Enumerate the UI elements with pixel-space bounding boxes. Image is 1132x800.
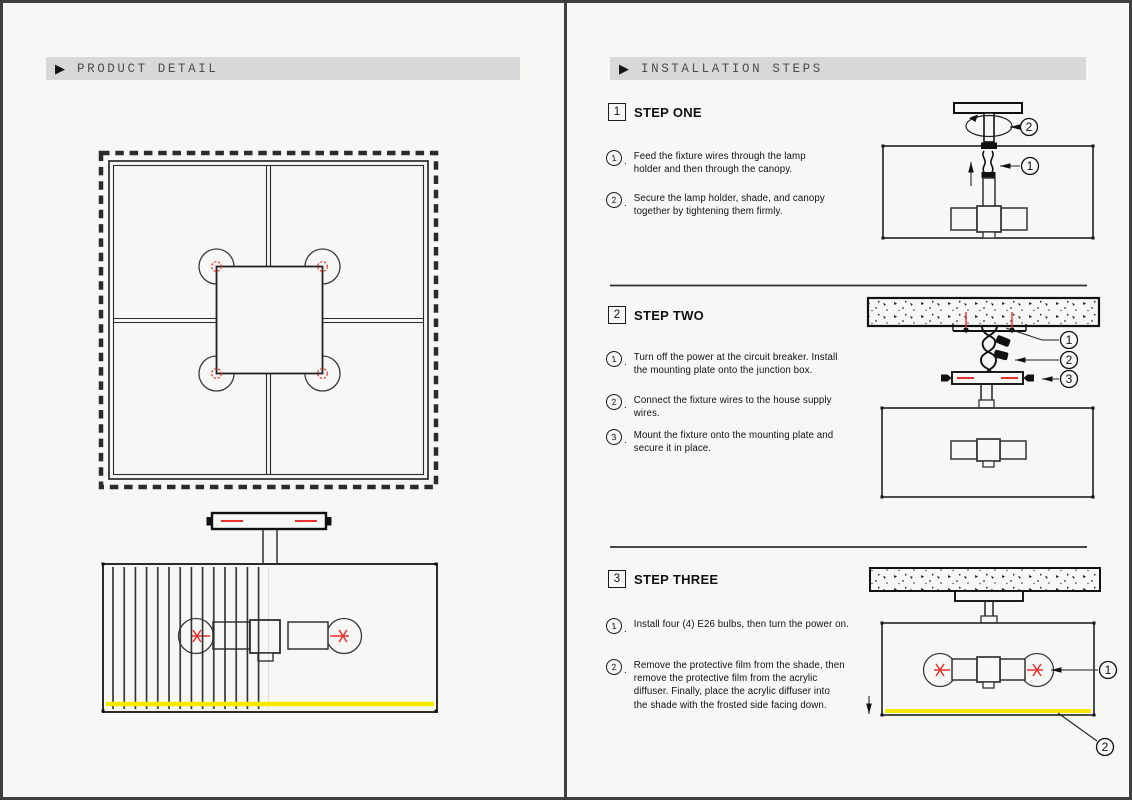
canopy	[955, 591, 1023, 601]
side-view-drawing	[102, 513, 438, 713]
step2-title: 2 STEP TWO	[608, 306, 704, 324]
step2-number-box: 2	[608, 306, 626, 324]
canopy-top-view	[217, 267, 323, 374]
canopy	[954, 103, 1022, 113]
ceiling	[870, 568, 1100, 591]
triangle-bullet-icon: ▶	[55, 61, 65, 76]
step1-title: 1 STEP ONE	[608, 103, 702, 121]
left-header-title: PRODUCT DETAIL	[77, 61, 219, 76]
step2-illustration	[868, 298, 1099, 499]
step3-illustration	[869, 568, 1117, 756]
screw-icon	[1024, 375, 1035, 382]
top-connector	[981, 143, 997, 150]
lamp-socket	[288, 622, 328, 649]
step1-illustration	[882, 103, 1095, 240]
svg-text:1: 1	[1065, 333, 1073, 347]
pleat-lines	[107, 567, 269, 709]
svg-text:1: 1	[1104, 663, 1112, 677]
step1-instruction-2: 2 . Secure the lamp holder, shade, and canopy together by tightening them firmly.	[606, 192, 834, 218]
ceiling	[868, 298, 1099, 326]
canopy-end-cap	[326, 517, 332, 526]
svg-text:2: 2	[1065, 353, 1073, 367]
step3-instruction-1: 1 . Install four (4) E26 bulbs, then turn the power on.	[606, 618, 854, 635]
step1-number-box: 1	[608, 103, 626, 121]
svg-text:1: 1	[1026, 159, 1034, 173]
svg-text:2: 2	[1101, 740, 1109, 754]
canopy-end-cap	[207, 517, 213, 526]
step3-title: 3 STEP THREE	[608, 570, 718, 588]
wire-connector	[995, 335, 1011, 348]
svg-text:2: 2	[1025, 120, 1033, 134]
callout-2-leader	[1058, 713, 1097, 741]
step2-instruction-2: 2 . Connect the fixture wires to the house supply wires.	[606, 394, 834, 420]
top-view-drawing	[101, 153, 436, 487]
svg-text:3: 3	[1065, 372, 1073, 386]
canopy-stem	[984, 113, 994, 142]
step3-number-box: 3	[608, 570, 626, 588]
step1-instruction-1: 1 . Feed the fixture wires through the lamp holder and then through the canopy.	[606, 150, 834, 176]
triangle-bullet-icon: ▶	[619, 61, 629, 76]
step2-instruction-1: 1 . Turn off the power at the circuit breaker. Install the mounting plate onto the junction box.	[606, 351, 839, 377]
installed-bulbs	[924, 654, 1054, 689]
supply-wires	[981, 327, 997, 375]
step2-instruction-3: 3 . Mount the fixture onto the mounting plate and secure it in place.	[606, 429, 834, 455]
right-header-title: INSTALLATION STEPS	[641, 61, 823, 76]
screw-icon	[941, 375, 952, 382]
step3-instruction-2: 2 . Remove the protective film from the shade, then remove the protective film from the acrylic diffuser. Finally, place the acrylic diffuser into the shade with the frosted side facing down.	[606, 659, 846, 712]
